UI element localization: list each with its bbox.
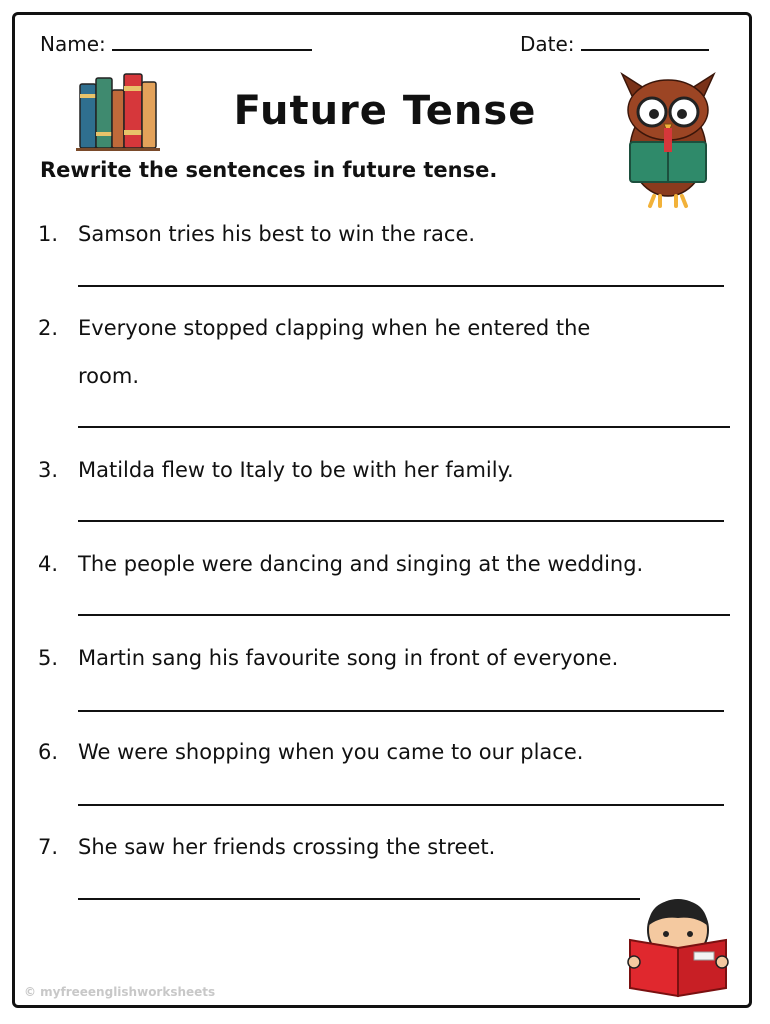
question-6 <box>38 728 738 776</box>
question-text: Everyone stopped clapping when he entered the <box>78 316 591 340</box>
answer-line-5[interactable] <box>78 710 724 712</box>
question-5 <box>38 634 738 682</box>
answer-line-2[interactable] <box>78 426 730 428</box>
question-text: She saw her friends crossing the street. <box>78 835 496 859</box>
question-number: 1. <box>38 222 59 246</box>
question-text: We were shopping when you came to our place. <box>78 740 584 764</box>
date-field <box>520 32 709 56</box>
question-7 <box>38 823 738 871</box>
question-number: 4. <box>38 552 59 576</box>
question-number: 6. <box>38 740 59 764</box>
question-3 <box>38 446 738 494</box>
answer-line-1[interactable] <box>78 285 724 287</box>
answer-line-7[interactable] <box>78 898 640 900</box>
page-title: Future Tense <box>233 88 537 134</box>
question-text: Matilda flew to Italy to be with her family. <box>78 458 514 482</box>
name-label: Name: <box>40 32 106 56</box>
question-number: 7. <box>38 835 59 859</box>
question-number: 2. <box>38 316 59 340</box>
question-2 <box>38 304 738 352</box>
question-1 <box>38 210 738 258</box>
name-field <box>40 32 312 56</box>
instruction-text: Rewrite the sentences in future tense. <box>40 158 498 182</box>
question-number: 5. <box>38 646 59 670</box>
question-number: 3. <box>38 458 59 482</box>
copyright-credit: © myfreeenglishworksheets <box>24 985 216 999</box>
question-text: Martin sang his favourite song in front of everyone. <box>78 646 619 670</box>
answer-line-3[interactable] <box>78 520 724 522</box>
question-2-continuation: room. <box>78 364 140 388</box>
question-text: The people were dancing and singing at the wedding. <box>78 552 644 576</box>
answer-line-6[interactable] <box>78 804 724 806</box>
question-text: Samson tries his best to win the race. <box>78 222 476 246</box>
date-label: Date: <box>520 32 575 56</box>
question-4 <box>38 540 738 588</box>
name-blank[interactable] <box>112 49 312 51</box>
owl-reading-illustration <box>618 68 718 210</box>
answer-line-4[interactable] <box>78 614 730 616</box>
boy-reading-illustration <box>626 896 730 1000</box>
date-blank[interactable] <box>581 49 709 51</box>
